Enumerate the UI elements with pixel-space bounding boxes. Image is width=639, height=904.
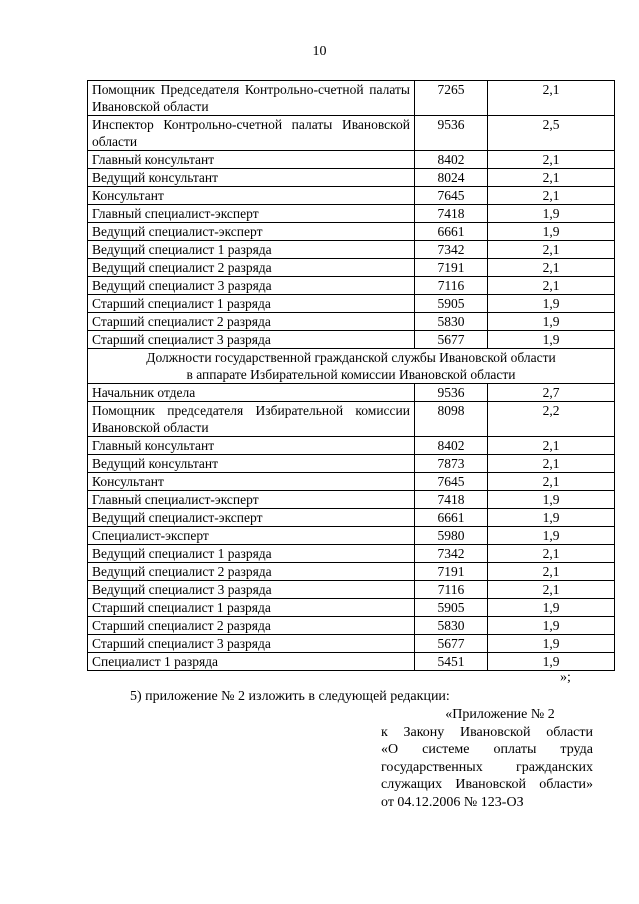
position-cell: Главный специалист-эксперт xyxy=(88,205,415,223)
position-cell: Консультант xyxy=(88,473,415,491)
table-group-izbiratelnaya xyxy=(88,384,615,671)
position-cell: Ведущий специалист 2 разряда xyxy=(88,259,415,277)
salary-cell: 7342 xyxy=(415,241,488,259)
table-row xyxy=(88,563,615,581)
position-cell: Старший специалист 3 разряда xyxy=(88,331,415,349)
appendix-heading-block xyxy=(381,706,593,811)
position-cell: Ведущий консультант xyxy=(88,169,415,187)
coefficient-cell: 2,1 xyxy=(488,259,615,277)
salary-cell: 7342 xyxy=(415,545,488,563)
coefficient-cell: 1,9 xyxy=(488,599,615,617)
appendix-line-3: государственных гражданских xyxy=(381,759,593,775)
coefficient-cell: 1,9 xyxy=(488,313,615,331)
position-cell: Главный консультант xyxy=(88,437,415,455)
salary-cell: 8402 xyxy=(415,437,488,455)
coefficient-cell: 2,1 xyxy=(488,241,615,259)
position-cell: Специалист 1 разряда xyxy=(88,653,415,671)
salary-cell: 6661 xyxy=(415,223,488,241)
salary-cell: 7645 xyxy=(415,473,488,491)
appendix-line-1: к Закону Ивановской области xyxy=(381,724,593,740)
salary-cell: 8024 xyxy=(415,169,488,187)
table-row xyxy=(88,617,615,635)
salary-cell: 5451 xyxy=(415,653,488,671)
table-row xyxy=(88,241,615,259)
salary-cell: 7191 xyxy=(415,259,488,277)
position-cell: Старший специалист 2 разряда xyxy=(88,617,415,635)
position-cell: Старший специалист 1 разряда xyxy=(88,599,415,617)
salary-cell: 5830 xyxy=(415,313,488,331)
table-row xyxy=(88,205,615,223)
position-cell: Ведущий специалист 2 разряда xyxy=(88,563,415,581)
position-cell: Помощник Председателя Контрольно-счетной палаты Ивановской области xyxy=(88,81,415,116)
coefficient-cell: 2,1 xyxy=(488,455,615,473)
coefficient-cell: 2,2 xyxy=(488,402,615,437)
table-row xyxy=(88,116,615,151)
position-cell: Ведущий специалист 3 разряда xyxy=(88,277,415,295)
table-row xyxy=(88,455,615,473)
position-cell: Специалист-эксперт xyxy=(88,527,415,545)
salary-cell: 7116 xyxy=(415,581,488,599)
table-row xyxy=(88,259,615,277)
coefficient-cell: 2,1 xyxy=(488,81,615,116)
position-cell: Главный консультант xyxy=(88,151,415,169)
coefficient-cell: 2,1 xyxy=(488,151,615,169)
salary-cell: 5980 xyxy=(415,527,488,545)
salary-cell: 8098 xyxy=(415,402,488,437)
coefficient-cell: 1,9 xyxy=(488,491,615,509)
appendix-line-5: от 04.12.2006 № 123-ОЗ xyxy=(381,794,524,810)
salary-cell: 9536 xyxy=(415,384,488,402)
coefficient-cell: 2,1 xyxy=(488,277,615,295)
salary-cell: 7645 xyxy=(415,187,488,205)
table-row xyxy=(88,223,615,241)
salary-cell: 6661 xyxy=(415,509,488,527)
table-row xyxy=(88,331,615,349)
table-group-kontrolno-schetnaya xyxy=(88,81,615,349)
position-cell: Ведущий специалист 1 разряда xyxy=(88,241,415,259)
coefficient-cell: 1,9 xyxy=(488,635,615,653)
table-row xyxy=(88,277,615,295)
coefficient-cell: 1,9 xyxy=(488,295,615,313)
salary-cell: 5905 xyxy=(415,599,488,617)
coefficient-cell: 1,9 xyxy=(488,527,615,545)
salary-cell: 5677 xyxy=(415,635,488,653)
table-row xyxy=(88,402,615,437)
coefficient-cell: 1,9 xyxy=(488,331,615,349)
appendix-line-2: «О системе оплаты труда xyxy=(381,742,593,757)
table-row xyxy=(88,527,615,545)
coefficient-cell: 2,1 xyxy=(488,437,615,455)
salary-table xyxy=(87,80,615,671)
salary-cell: 8402 xyxy=(415,151,488,169)
coefficient-cell: 2,1 xyxy=(488,581,615,599)
coefficient-cell: 2,1 xyxy=(488,563,615,581)
table-row xyxy=(88,384,615,402)
salary-cell: 5830 xyxy=(415,617,488,635)
coefficient-cell: 1,9 xyxy=(488,509,615,527)
coefficient-cell: 1,9 xyxy=(488,205,615,223)
coefficient-cell: 2,1 xyxy=(488,187,615,205)
position-cell: Ведущий консультант xyxy=(88,455,415,473)
section-header-row xyxy=(88,349,615,384)
table-row xyxy=(88,313,615,331)
salary-cell: 7191 xyxy=(415,563,488,581)
coefficient-cell: 2,1 xyxy=(488,473,615,491)
position-cell: Старший специалист 1 разряда xyxy=(88,295,415,313)
table-section-header-group xyxy=(88,349,615,384)
table-row xyxy=(88,635,615,653)
table-row xyxy=(88,653,615,671)
closing-quote-mark: »; xyxy=(560,670,571,685)
position-cell: Старший специалист 3 разряда xyxy=(88,635,415,653)
table-row xyxy=(88,187,615,205)
table-row xyxy=(88,81,615,116)
position-cell: Помощник председателя Избирательной комиссии Ивановской области xyxy=(88,402,415,437)
position-cell: Старший специалист 2 разряда xyxy=(88,313,415,331)
table-row xyxy=(88,169,615,187)
coefficient-cell: 1,9 xyxy=(488,653,615,671)
salary-cell: 7265 xyxy=(415,81,488,116)
table-row xyxy=(88,545,615,563)
coefficient-cell: 2,1 xyxy=(488,169,615,187)
amendment-instruction: 5) приложение № 2 изложить в следующей редакции: xyxy=(130,689,450,704)
table-row xyxy=(88,491,615,509)
section-header-line-1: Должности государственной гражданской службы Ивановской области xyxy=(146,350,556,365)
table-row xyxy=(88,599,615,617)
position-cell: Ведущий специалист-эксперт xyxy=(88,509,415,527)
section-header-line-2: в аппарате Избирательной комиссии Ивановской области xyxy=(186,367,516,382)
position-cell: Ведущий специалист 3 разряда xyxy=(88,581,415,599)
salary-cell: 7418 xyxy=(415,491,488,509)
coefficient-cell: 2,5 xyxy=(488,116,615,151)
table-row xyxy=(88,473,615,491)
salary-cell: 5677 xyxy=(415,331,488,349)
salary-cell: 5905 xyxy=(415,295,488,313)
salary-cell: 7873 xyxy=(415,455,488,473)
page-number: 10 xyxy=(312,44,327,59)
salary-cell: 7116 xyxy=(415,277,488,295)
position-cell: Ведущий специалист 1 разряда xyxy=(88,545,415,563)
coefficient-cell: 2,7 xyxy=(488,384,615,402)
position-cell: Начальник отдела xyxy=(88,384,415,402)
position-cell: Ведущий специалист-эксперт xyxy=(88,223,415,241)
appendix-title: «Приложение № 2 xyxy=(445,707,555,722)
salary-cell: 9536 xyxy=(415,116,488,151)
table-row xyxy=(88,581,615,599)
table-row xyxy=(88,151,615,169)
position-cell: Консультант xyxy=(88,187,415,205)
table-row xyxy=(88,295,615,313)
appendix-line-4: служащих Ивановской области» xyxy=(381,777,593,792)
salary-cell: 7418 xyxy=(415,205,488,223)
coefficient-cell: 1,9 xyxy=(488,223,615,241)
position-cell: Инспектор Контрольно-счетной палаты Ивановской области xyxy=(88,116,415,151)
coefficient-cell: 2,1 xyxy=(488,545,615,563)
table-row xyxy=(88,509,615,527)
coefficient-cell: 1,9 xyxy=(488,617,615,635)
section-header-cell xyxy=(88,349,615,384)
position-cell: Главный специалист-эксперт xyxy=(88,491,415,509)
table-row xyxy=(88,437,615,455)
